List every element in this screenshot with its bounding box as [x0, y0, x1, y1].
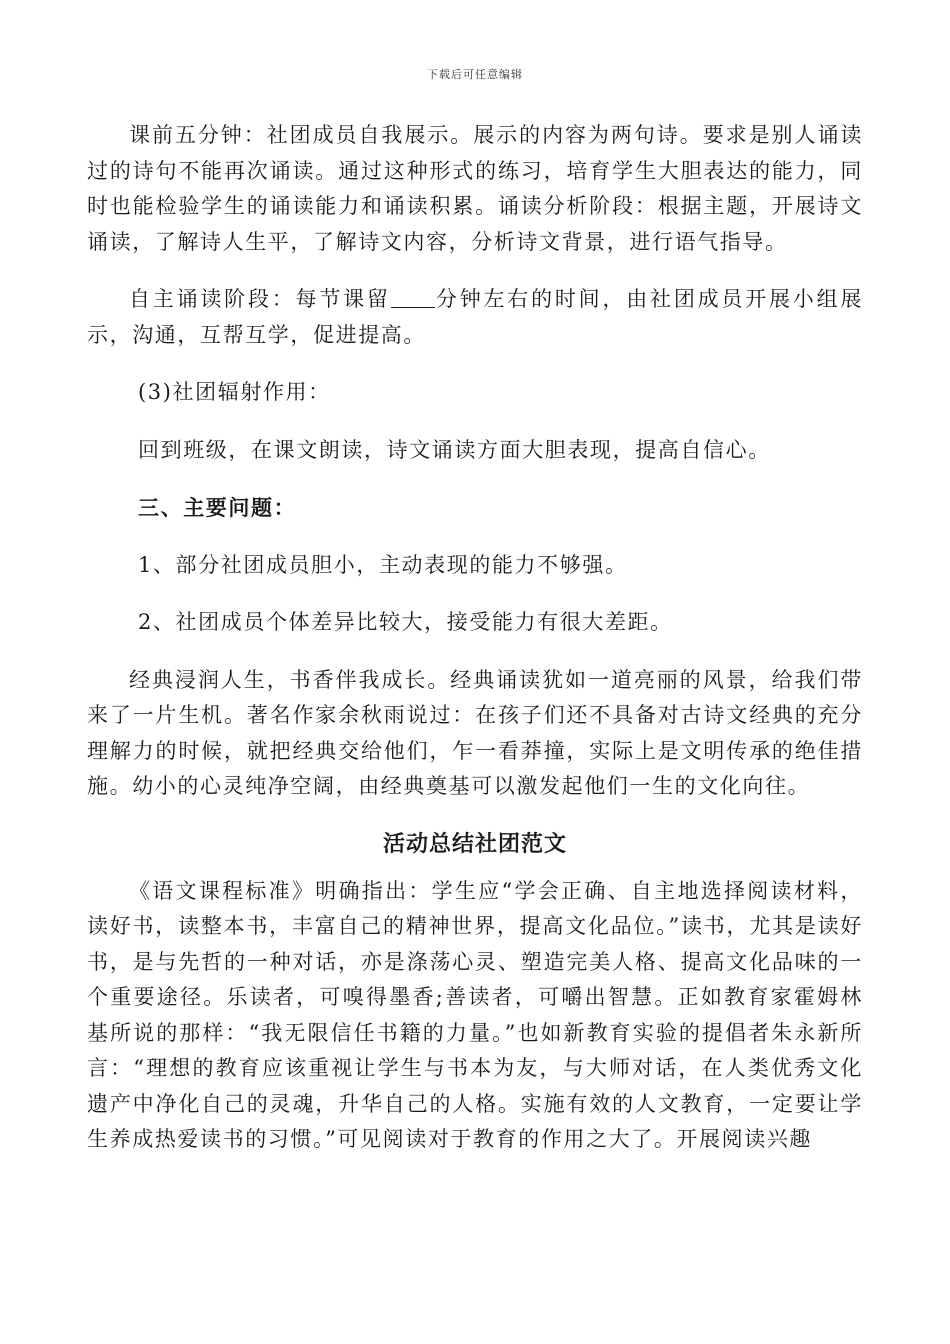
paragraph-recitation-stages: 课前五分钟：社团成员自我展示。展示的内容为两句诗。要求是别人诵读过的诗句不能再次诵读。通过这种形式的练习，培育学生大胆表达的能力，同时也能检验学生的诵读能力和诵读积累。诵读分析阶段：根据主题，开展诗文诵读，了解诗人生平，了解诗文内容，分析诗文背景，进行语气指导。	[87, 123, 863, 254]
paragraph-self-recitation-part1: 自主诵读阶段：每节课留	[129, 287, 391, 311]
fill-in-blank	[391, 286, 435, 308]
problem-item-2: 2、社团成员个体差异比较大，接受能力有很大差距。	[138, 610, 673, 634]
paragraph-self-recitation	[87, 282, 863, 353]
paragraph-curriculum-standard: 《语文课程标准》明确指出：学生应“学会正确、自主地选择阅读材料，读好书，读整本书，丰富自己的精神世界，提高文化品位。”读书，尤其是读好书，是与先哲的一种对话，亦是涤荡心灵、塑造完美人格、提高文化品味的一个重要途径。乐读者，可嗅得墨香;善读者，可嚼出智慧。正如教育家霍姆林基所说的那样：“我无限信任书籍的力量。”也如新教育实验的提倡者朱永新所言：“理想的教育应该重视让学生与书本为友，与大师对话，在人类优秀文化遗产中净化自己的灵魂，升华自己的人格。实施有效的人文教育，一定要让学生养成热爱读书的习惯。”可见阅读对于教育的作用之大了。开展阅读兴趣	[87, 878, 863, 1151]
paragraph-self-recitation-part2: 分钟左右的时间，由社团成员开展小组展示，沟通，互帮互学，促进提高。	[87, 287, 863, 347]
paragraph-club-influence-heading: (3)社团辐射作用：	[138, 380, 331, 404]
paragraph-classics-reading: 经典浸润人生，书香伴我成长。经典诵读犹如一道亮丽的风景，给我们带来了一片生机。著名作家余秋雨说过：在孩子们还不具备对古诗文经典的充分理解力的时候，就把经典交给他们，乍一看莽撞，实际上是文明传承的绝佳措施。幼小的心灵纯净空阔，由经典奠基可以激发起他们一生的文化向往。	[87, 667, 863, 798]
document-body	[87, 118, 863, 1158]
section-heading-main-problems: 三、主要问题：	[138, 495, 297, 520]
document-title: 活动总结社团范文	[382, 830, 567, 857]
paragraph-club-influence: 回到班级，在课文朗读，诗文诵读方面大胆表现，提高自信心。	[138, 437, 771, 462]
page-header-note: 下载后可任意编辑	[427, 68, 523, 81]
problem-item-1: 1、部分社团成员胆小，主动表现的能力不够强。	[138, 552, 628, 577]
